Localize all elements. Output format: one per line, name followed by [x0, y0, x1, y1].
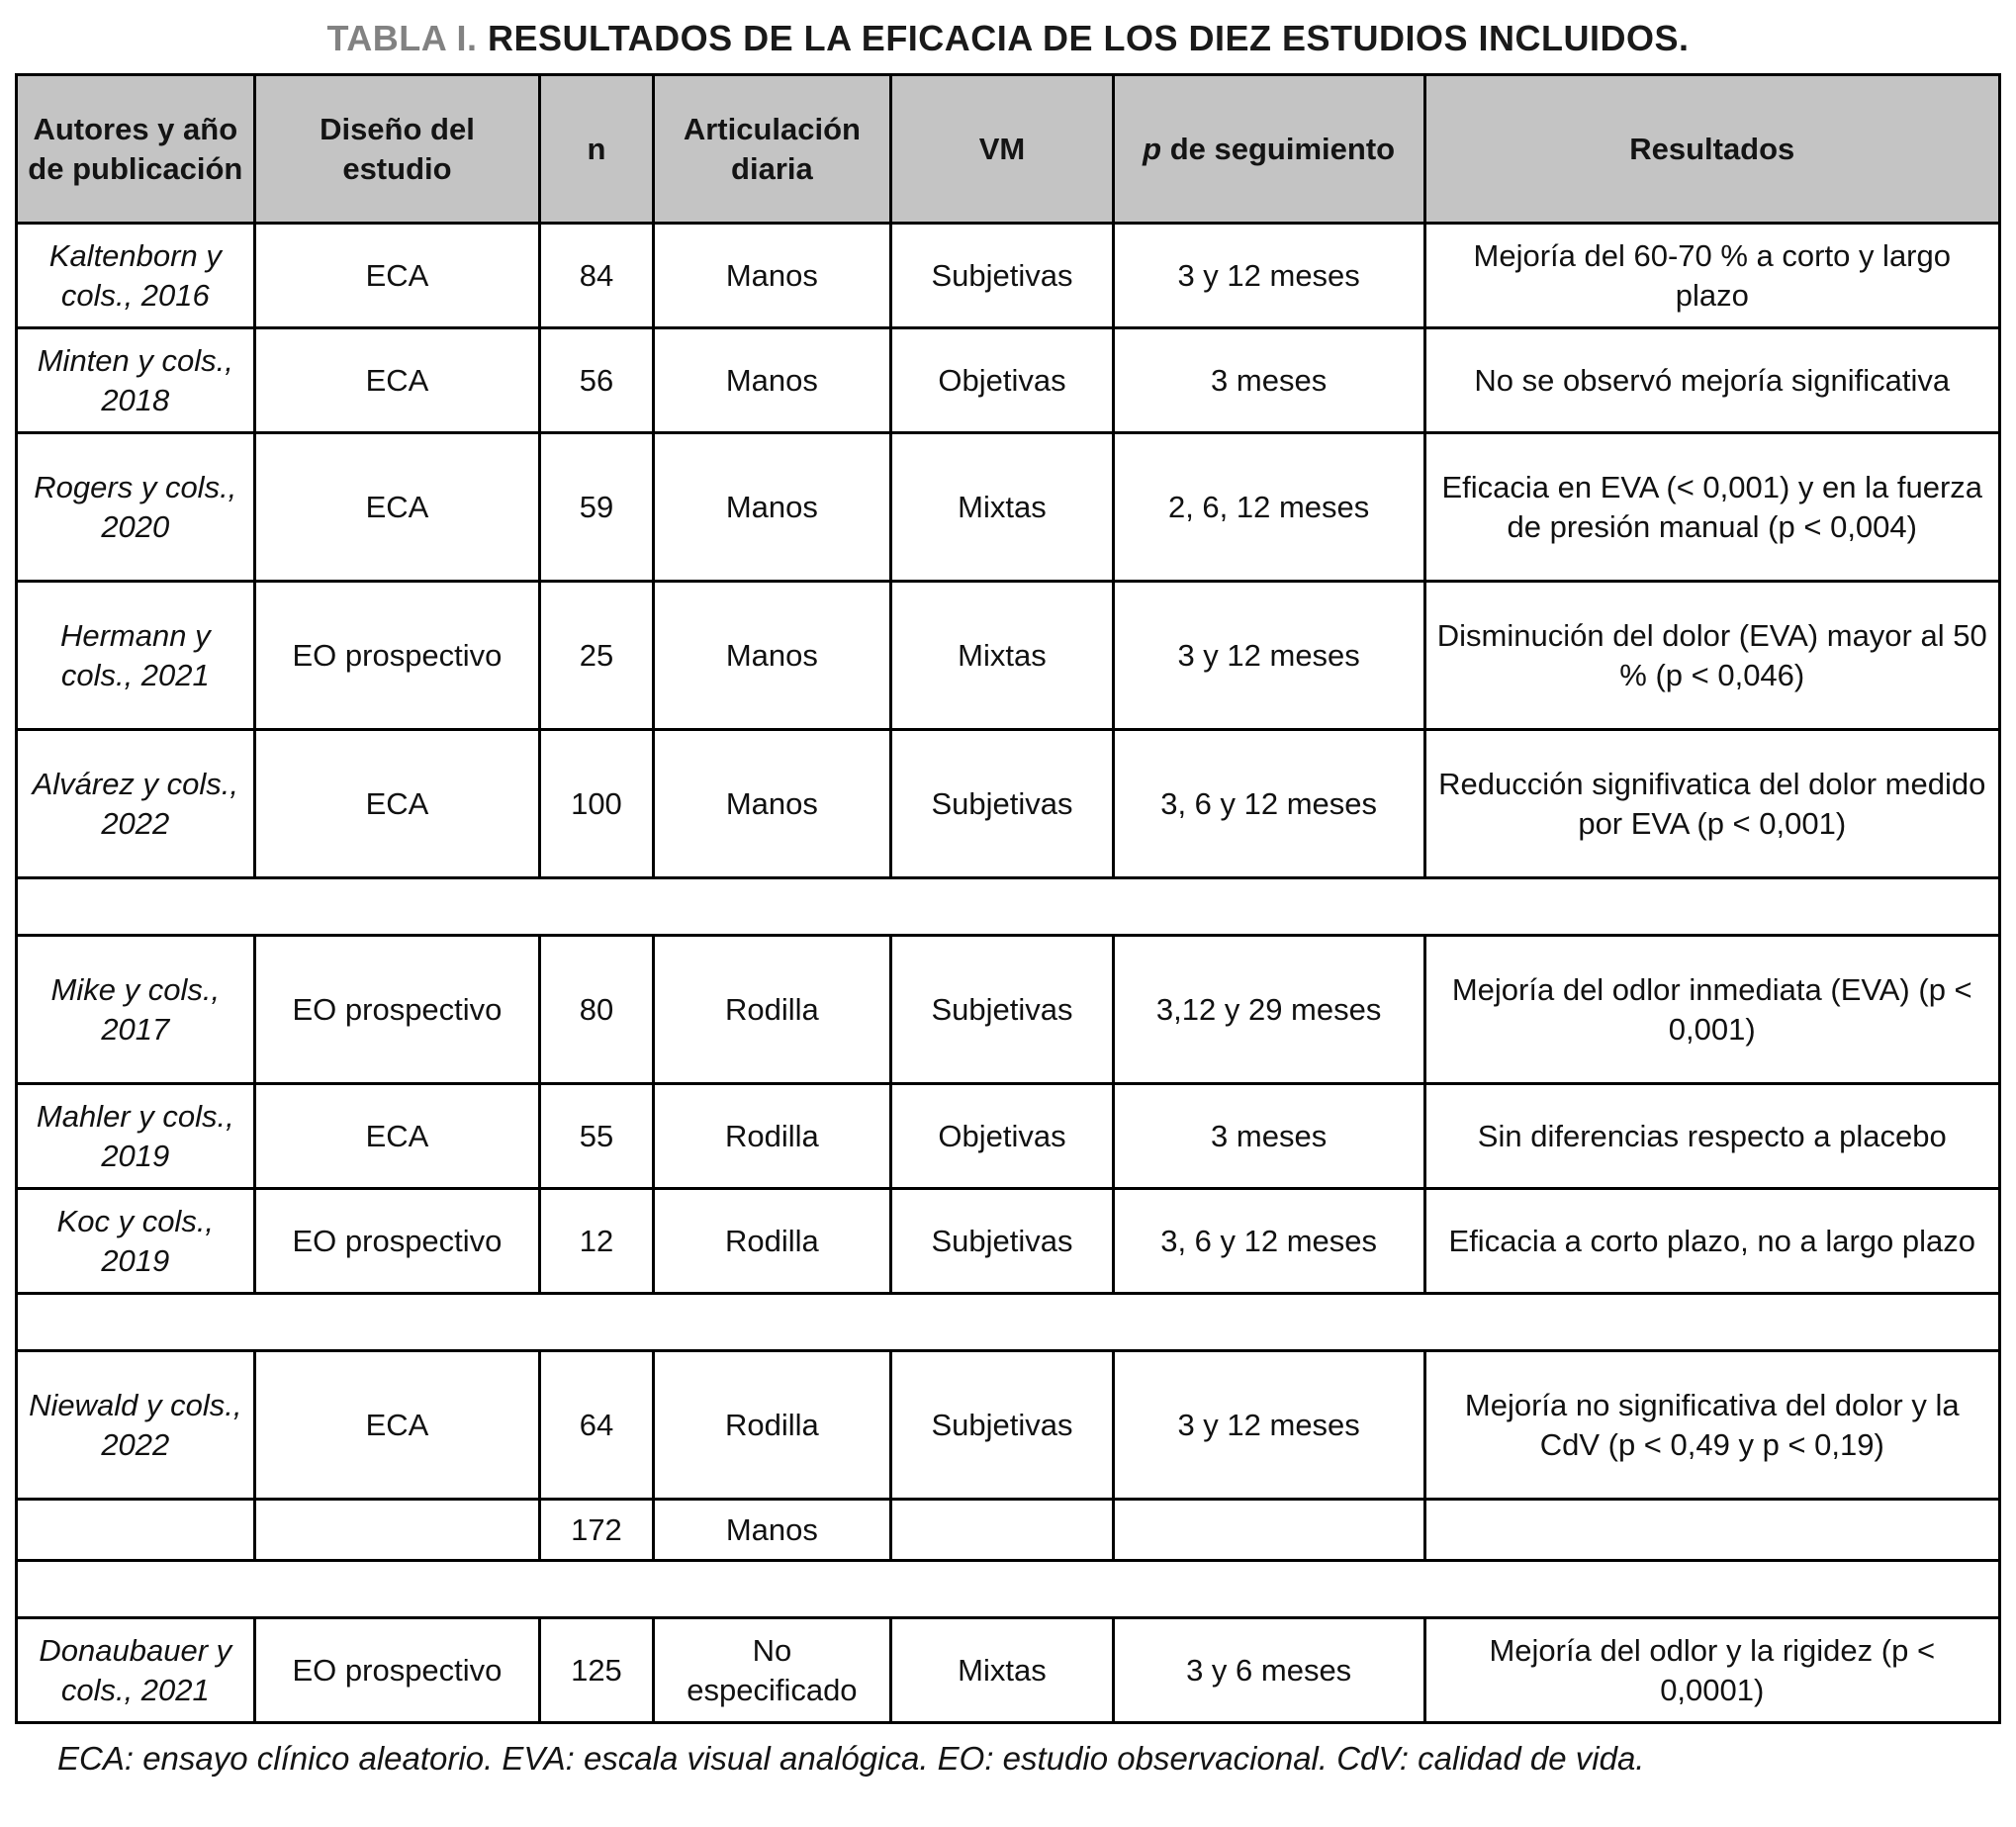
spacer-cell — [17, 878, 2000, 936]
cell-vm: Subjetivas — [891, 224, 1114, 328]
cell-authors: Kaltenborn y cols., 2016 — [17, 224, 255, 328]
cell-design: EO prospectivo — [254, 936, 540, 1084]
cell-authors: Niewald y cols., 2022 — [17, 1351, 255, 1500]
cell-joint: Manos — [653, 328, 891, 433]
cell-followup: 2, 6, 12 meses — [1113, 433, 1424, 582]
cell-design: ECA — [254, 328, 540, 433]
cell-design: ECA — [254, 730, 540, 878]
cell-followup — [1113, 1500, 1424, 1561]
cell-authors: Mike y cols., 2017 — [17, 936, 255, 1084]
table-row — [17, 1618, 2000, 1723]
cell-vm: Subjetivas — [891, 1351, 1114, 1500]
cell-joint: No especificado — [653, 1618, 891, 1723]
cell-design: EO prospectivo — [254, 582, 540, 730]
cell-followup: 3 y 12 meses — [1113, 224, 1424, 328]
cell-n: 59 — [540, 433, 653, 582]
cell-vm: Subjetivas — [891, 730, 1114, 878]
col-header-n: n — [540, 75, 653, 224]
cell-results: No se observó mejoría significativa — [1424, 328, 1999, 433]
table-row — [17, 224, 2000, 328]
cell-n: 84 — [540, 224, 653, 328]
spacer-row — [17, 878, 2000, 936]
table-title — [14, 18, 2002, 59]
col-header-diseno: Diseño del estudio — [254, 75, 540, 224]
table-row — [17, 433, 2000, 582]
cell-vm: Mixtas — [891, 582, 1114, 730]
col-header-vm: VM — [891, 75, 1114, 224]
cell-results: Reducción signifivatica del dolor medido por EVA (p < 0,001) — [1424, 730, 1999, 878]
cell-results: Mejoría del odlor y la rigidez (p < 0,0001) — [1424, 1618, 1999, 1723]
cell-followup: 3,12 y 29 meses — [1113, 936, 1424, 1084]
cell-authors: Rogers y cols., 2020 — [17, 433, 255, 582]
cell-joint: Rodilla — [653, 1084, 891, 1189]
cell-results: Mejoría no significativa del dolor y la CdV (p < 0,49 y p < 0,19) — [1424, 1351, 1999, 1500]
cell-vm: Mixtas — [891, 433, 1114, 582]
table-row — [17, 1084, 2000, 1189]
cell-n: 100 — [540, 730, 653, 878]
col-header-resultados: Resultados — [1424, 75, 1999, 224]
cell-joint: Rodilla — [653, 1189, 891, 1294]
cell-followup: 3 meses — [1113, 1084, 1424, 1189]
cell-followup: 3 y 6 meses — [1113, 1618, 1424, 1723]
cell-joint: Manos — [653, 433, 891, 582]
cell-results: Sin diferencias respecto a placebo — [1424, 1084, 1999, 1189]
results-table — [15, 73, 2001, 1724]
cell-followup: 3, 6 y 12 meses — [1113, 730, 1424, 878]
cell-joint: Manos — [653, 582, 891, 730]
cell-n: 125 — [540, 1618, 653, 1723]
table-row — [17, 936, 2000, 1084]
cell-authors: Donaubauer y cols., 2021 — [17, 1618, 255, 1723]
cell-results: Eficacia en EVA (< 0,001) y en la fuerza de presión manual (p < 0,004) — [1424, 433, 1999, 582]
cell-design — [254, 1500, 540, 1561]
cell-n: 55 — [540, 1084, 653, 1189]
cell-authors: Koc y cols., 2019 — [17, 1189, 255, 1294]
cell-design: ECA — [254, 1351, 540, 1500]
cell-design: ECA — [254, 1084, 540, 1189]
cell-authors — [17, 1500, 255, 1561]
table-row — [17, 1351, 2000, 1500]
cell-results: Mejoría del odlor inmediata (EVA) (p < 0,001) — [1424, 936, 1999, 1084]
cell-authors: Alvárez y cols., 2022 — [17, 730, 255, 878]
cell-n: 12 — [540, 1189, 653, 1294]
spacer-row — [17, 1294, 2000, 1351]
cell-results: Mejoría del 60-70 % a corto y largo plazo — [1424, 224, 1999, 328]
cell-design: ECA — [254, 224, 540, 328]
col-header-p-seguimiento: p de seguimiento — [1113, 75, 1424, 224]
table-title-text: RESULTADOS DE LA EFICACIA DE LOS DIEZ ESTUDIOS INCLUIDOS. — [487, 18, 1690, 58]
table-row — [17, 730, 2000, 878]
spacer-row — [17, 1561, 2000, 1618]
cell-vm: Objetivas — [891, 328, 1114, 433]
cell-design: EO prospectivo — [254, 1189, 540, 1294]
spacer-cell — [17, 1294, 2000, 1351]
cell-vm: Subjetivas — [891, 1189, 1114, 1294]
cell-joint: Rodilla — [653, 1351, 891, 1500]
cell-followup: 3, 6 y 12 meses — [1113, 1189, 1424, 1294]
cell-design: ECA — [254, 433, 540, 582]
header-row — [17, 75, 2000, 224]
cell-results — [1424, 1500, 1999, 1561]
cell-followup: 3 meses — [1113, 328, 1424, 433]
table-row — [17, 1500, 2000, 1561]
col-header-articulacion: Articulación diaria — [653, 75, 891, 224]
cell-authors: Mahler y cols., 2019 — [17, 1084, 255, 1189]
cell-vm: Subjetivas — [891, 936, 1114, 1084]
cell-n: 80 — [540, 936, 653, 1084]
col-header-autores: Autores y año de publicación — [17, 75, 255, 224]
cell-n: 25 — [540, 582, 653, 730]
cell-joint: Manos — [653, 730, 891, 878]
table-footnote: ECA: ensayo clínico aleatorio. EVA: escala visual analógica. EO: estudio observacional. CdV: calidad de vida. — [57, 1740, 1645, 1777]
cell-n: 56 — [540, 328, 653, 433]
cell-vm — [891, 1500, 1114, 1561]
cell-followup: 3 y 12 meses — [1113, 1351, 1424, 1500]
cell-joint: Manos — [653, 224, 891, 328]
spacer-cell — [17, 1561, 2000, 1618]
table-row — [17, 582, 2000, 730]
cell-joint: Manos — [653, 1500, 891, 1561]
table-title-label: TABLA I. — [326, 18, 478, 58]
cell-joint: Rodilla — [653, 936, 891, 1084]
cell-vm: Mixtas — [891, 1618, 1114, 1723]
cell-design: EO prospectivo — [254, 1618, 540, 1723]
cell-n: 172 — [540, 1500, 653, 1561]
cell-n: 64 — [540, 1351, 653, 1500]
cell-authors: Minten y cols., 2018 — [17, 328, 255, 433]
cell-results: Disminución del dolor (EVA) mayor al 50 % (p < 0,046) — [1424, 582, 1999, 730]
cell-authors: Hermann y cols., 2021 — [17, 582, 255, 730]
cell-vm: Objetivas — [891, 1084, 1114, 1189]
cell-followup: 3 y 12 meses — [1113, 582, 1424, 730]
table-row — [17, 328, 2000, 433]
table-row — [17, 1189, 2000, 1294]
cell-results: Eficacia a corto plazo, no a largo plazo — [1424, 1189, 1999, 1294]
